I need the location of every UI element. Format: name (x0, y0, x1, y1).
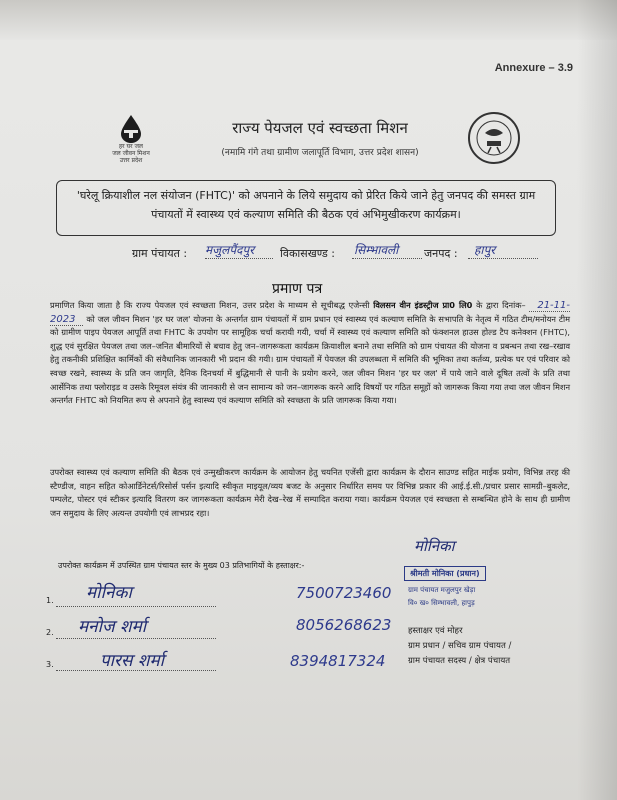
water-drop-icon (118, 113, 144, 143)
pradhan-stamp-line-2: ग्राम पंचायत मजुलपुर खेड़ा (408, 586, 476, 594)
role-line-3: ग्राम पंचायत सदस्य / क्षेत्र पंचायत (408, 656, 511, 666)
boxed-heading: 'घरेलू क्रियाशील नल संयोजन (FHTC)' को अपनाने के लिये समुदाय को प्रेरित किये जाने हेतु जनपद की समस्त ग्राम पंचायतों में स्वास्थ्य एवं कल्याण समिति की बैठक एवं अभिमुखीकरण कार्यक्रम। (76, 189, 536, 221)
block-value: सिम्भावली (354, 243, 399, 257)
uttar-pradesh-emblem-icon (467, 111, 521, 165)
signature-intro: उपरोक्त कार्यक्रम में उपस्थित ग्राम पंचायत स्तर के मुख्य 03 प्रतिभागियों के हस्ताक्षर:- (58, 561, 305, 570)
participant-number-2: 2. (46, 628, 54, 637)
gram-panchayat-underline (205, 258, 273, 259)
logo-caption-3: उत्तर प्रदेश (119, 157, 143, 164)
district-underline (468, 258, 538, 259)
participant-signature-2: मनोज शर्मा (78, 617, 147, 637)
participant-line-2 (56, 638, 216, 639)
participant-number-1: 1. (46, 596, 54, 605)
har-ghar-jal-logo (96, 113, 166, 164)
block-underline (352, 258, 422, 259)
para1-date-prefix: के द्वारा दिनांक– (476, 300, 526, 310)
pradhan-stamp-name: श्रीमती मोनिका (प्रधान) (404, 566, 486, 581)
annexure-label: Annexure – 3.9 (494, 62, 573, 74)
logo-caption-2: जल जीवन मिशन (112, 150, 150, 157)
gram-panchayat-label: ग्राम पंचायत : (132, 247, 188, 260)
pradhan-stamp-line-3: वि० ख० सिम्भावली, हापुड़ (408, 599, 475, 607)
agency-name: विलसन वीन इंडस्ट्रीज प्रा0 लि0 (373, 300, 473, 310)
para1-body: को जल जीवन मिशन 'हर घर जल' योजना के अन्तर्गत ग्राम पंचायतों में ग्राम प्रधान एवं स्वास्थ्य एवं कल्याण समिति के सभापति के नेतृत्व में गठित टीम/मनोयन टीम को ग्रामीण पाइप पेयजल आपूर्ति तथा FHTC के उपयोग पर सामूहिक चर्चा करायी गयी, चर्चा में स्वास्थ्य एवं कल्याण समिति को फंक्शनल हाउस होल्ड टैप कनेक्शन (FHTC), शुद्ध एवं सुरक्षित पेयजल तथा जल–जनित बीमारियों से बचाव हेतु जन–जागरूकता कार्यक्रम क्रियाशील बनाने तथा समिति को ग्राम पंचायत की योजना व प्रबन्धन तथा रख–रखाव हेतु तकनीकी प्रशिक्षित कार्मिकों की संवैधानिक जानकारी भी प्रदान की गयी। ग्राम पंचायतों में पेयजल की उपलब्धता में समिति की भूमिका तथा कर्तव्य, प्रत्येक घर एवं परिवार को स्वच्छ रखने, स्वास्थ्य के प्रति जन जागृति, दैनिक दिनचर्या में बुद्धिमानी से पानी के प्रयोग करने, जल जीवन मिशन 'हर घर जल' में पाये जाने वाले दूषित तत्वों के प्रति तथा आर्सेनिक तथा फ्लोराइड व उसके रिमूवल संयंत्र की जानकारी से जन सामान्य को जन–जागरूक करने आदि विषयों पर गठित समूहों को जागरूक किया गया तथा जल जीवन मिशन अन्तर्गत FHTC को नियमित रूप से अपनाने हेतु स्वास्थ्य एवं कल्याण समिति को स्वच्छता के प्रति जागरूक किया गया। (50, 313, 570, 406)
page-fold-shadow (577, 0, 617, 800)
phone-number-3: 8394817324 (290, 652, 386, 670)
role-line-1: हस्ताक्षर एवं मोहर (408, 626, 463, 636)
block-label: विकासखण्ड : (280, 247, 336, 260)
certificate-paragraph-2: उपरोक्त स्वास्थ्य एवं कल्याण समिति की बैठक एवं उन्मुखीकरण कार्यक्रम के आयोजन हेतु चयनित एजेंसी द्वारा कार्यक्रम के दौरान साउण्ड सहित माईक प्रयोग, विभिन्न तरह की स्टैण्डीज, वाहन सहित कोआर्डिनेटर्स/रिसोर्स पर्सन इत्यादि स्वीकृत माइयूल/व्यय बजट के अनुसार निर्धारित समय पर विभिन्न प्रकार की आई.ई.सी./प्रचार प्रसार सामग्री–बुकलेट, पम्पलेट, पोस्टर एवं स्टीकर इत्यादि वितरण कर जागरूकता कार्यक्रम मेरी देख–रेख में सम्पादित कराया गया। कार्यक्रम पेयजल एवं स्वच्छता से सम्बन्धित होने के साथ ही ग्रामीण जन समुदाय के लिए अत्यन्त उपयोगी एवं लाभप्रद रहा। (50, 467, 570, 518)
pradhan-signature: मोनिका (414, 537, 455, 555)
logo-caption-1: हर घर जल (119, 143, 143, 150)
mission-title: राज्य पेयजल एवं स्वच्छता मिशन (232, 119, 408, 137)
page-shadow (0, 0, 617, 40)
certificate-paragraph-1 (50, 299, 570, 408)
program-date: 21-11-2023 (50, 300, 570, 325)
district-value: हापुर (474, 243, 496, 257)
para1-intro: प्रमाणित किया जाता है कि राज्य पेयजल एवं स्वच्छता मिशन, उत्तर प्रदेश के माध्यम से सूचीबद्ध एजेन्सी (50, 300, 370, 310)
phone-number-1: 7500723460 (296, 584, 392, 602)
phone-number-2: 8056268623 (296, 616, 392, 634)
certificate-title: प्रमाण पत्र (272, 281, 323, 297)
participant-signature-3: पारस शर्मा (100, 651, 165, 671)
gram-panchayat-value: मजुलपैंदपुर (205, 243, 255, 257)
participant-line-1 (56, 606, 216, 607)
role-line-2: ग्राम प्रधान / सचिव ग्राम पंचायत / (408, 641, 512, 651)
participant-signature-1: मोनिका (86, 583, 132, 603)
mission-subtitle: (नमामि गंगे तथा ग्रामीण जलापूर्ति विभाग, उत्तर प्रदेश शासन) (221, 148, 419, 158)
participant-number-3: 3. (46, 660, 54, 669)
district-label: जनपद : (424, 247, 458, 260)
